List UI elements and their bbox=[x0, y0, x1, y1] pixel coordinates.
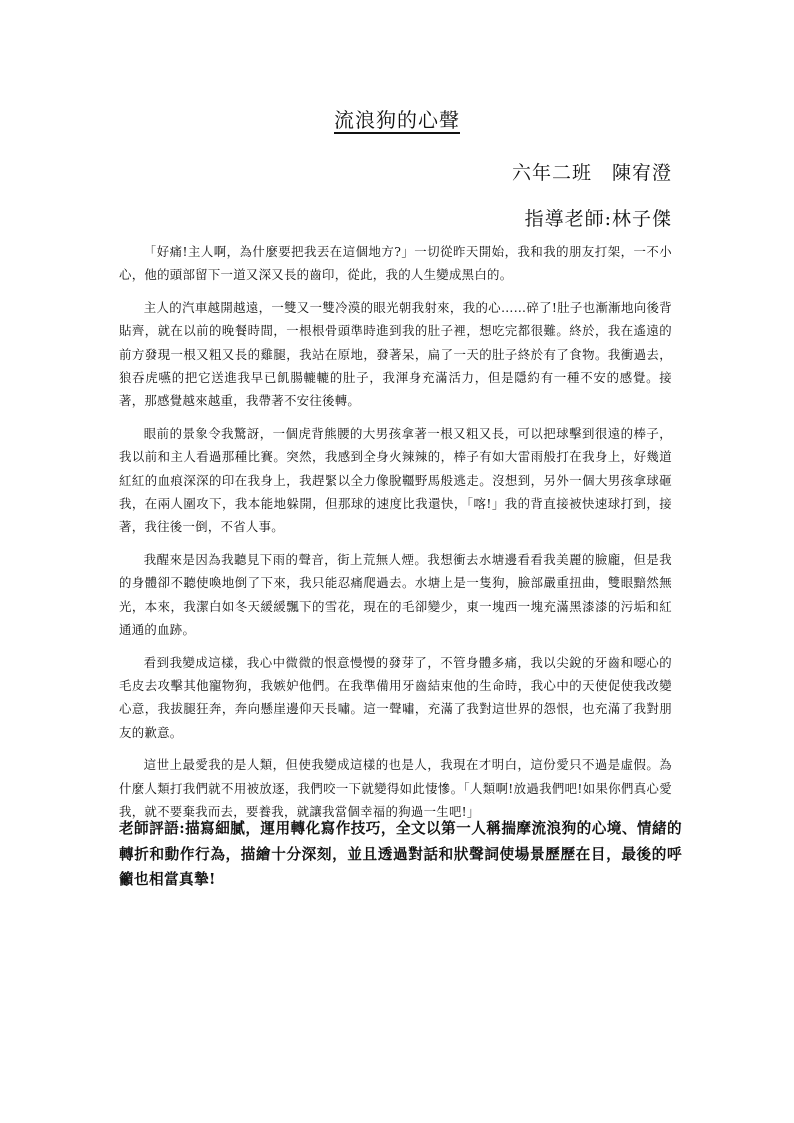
author-line: 六年二班 陳宥澄 bbox=[511, 162, 672, 184]
paragraph-4: 我醒來是因為我聽見下雨的聲音，街上荒無人煙。我想衝去水塘邊看看我美麗的臉龐，但是我的身體卻不聽使喚地倒了下來，我只能忍痛爬過去。水塘上是一隻狗，臉部嚴重扭曲，雙眼黯然無光，本來，我潔白如冬天緩緩飄下的雪花，現在的毛卻變少，東一塊西一塊充滿黑漆漆的污垢和紅通通的血跡。 bbox=[119, 551, 672, 638]
teacher-comment: 老師評語:描寫細膩，運用轉化寫作技巧，全文以第一人稱揣摩流浪狗的心境、情緒的轉折和動作行為，描繪十分深刻，並且透過對話和狀聲詞使場景歷歷在目，最後的呼籲也相當真摯! bbox=[119, 820, 682, 889]
essay-title-text: 流浪狗的心聲 bbox=[334, 108, 460, 132]
essay-body bbox=[119, 240, 672, 832]
teacher-line: 指導老師:林子傑 bbox=[524, 208, 672, 230]
paragraph-1: 「好痛!主人啊，為什麼要把我丟在這個地方?」一切從昨天開始，我和我的朋友打架，一不小心，他的頭部留下一道又深又長的齒印，從此，我的人生變成黑白的。 bbox=[119, 244, 672, 283]
paragraph-5: 看到我變成這樣，我心中微微的恨意慢慢的發芽了，不管身體多痛，我以尖銳的牙齒和噁心的毛皮去攻擊其他寵物狗，我嫉妒他們。在我準備用牙齒結束他的生命時，我心中的天使促使我改變心意，我拔腿狂奔，奔向懸崖邊仰天長嘯。這一聲嘯，充滿了我對這世界的怨恨，也充滿了我對朋友的歉意。 bbox=[119, 654, 672, 740]
paragraph-3: 眼前的景象令我驚訝，一個虎背熊腰的大男孩拿著一根又粗又長，可以把球擊到很遠的棒子，我以前和主人看過那種比賽。突然，我感到全身火辣辣的，棒子有如大雷雨般打在我身上，好幾道紅紅的血痕深深的印在我身上，我趕緊以全力像脫韁野馬般逃走。沒想到，另外一個大男孩拿球砸我，在兩人圍攻下，我本能地躲開，但那球的速度比我還快，「喀!」我的背直接被快速球打到，接著，我往後一倒，不省人事。 bbox=[119, 425, 672, 535]
paragraph-6: 這世上最愛我的是人類，但使我變成這樣的也是人，我現在才明白，這份愛只不過是虛假。為什麼人類打我們就不用被放逐，我們咬一下就變得如此悽慘。「人類啊!放過我們吧!如果你們真心愛我，就不要棄我而去，要養我，就讓我當個幸福的狗過一生吧!」 bbox=[119, 757, 672, 819]
paragraph-2: 主人的汽車越開越遠，一雙又一雙冷漠的眼光朝我射來，我的心……碎了!肚子也漸漸地向後背貼齊，就在以前的晚餐時間，一根根骨頭準時進到我的肚子裡，想吃完都很難。終於，我在遙遠的前方發現一根又粗又長的雞腿，我站在原地，發著呆，扁了一天的肚子終於有了食物。我衝過去，狼吞虎嚥的把它送進我早已飢腸轆轆的肚子，我渾身充滿活力，但是隱約有一種不安的感覺。接著，那感覺越來越重，我帶著不安往後轉。 bbox=[119, 299, 672, 409]
essay-title bbox=[0, 104, 794, 133]
